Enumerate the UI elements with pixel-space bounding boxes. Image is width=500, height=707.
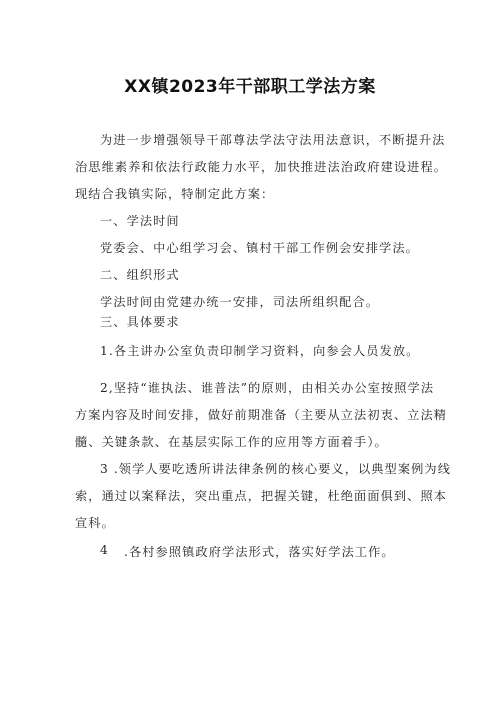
requirement-4-text: .各村参照镇政府学法形式，落实好学法工作。 bbox=[124, 545, 395, 559]
requirement-4-number: 4 bbox=[100, 543, 109, 557]
section-heading-form: 二、组织形式 bbox=[100, 268, 180, 282]
document-title: XX镇2023年干部职工学法方案 bbox=[124, 77, 376, 97]
requirement-3-line-2: 索，通过以案释法，突出重点，把握关键，杜绝面面俱到、照本 bbox=[75, 489, 448, 503]
section-heading-time: 一、学法时间 bbox=[100, 214, 180, 228]
intro-line-2: 治思维素养和依法行政能力水平，加快推进法治政府建设进程。 bbox=[75, 160, 448, 174]
requirement-3-line-3: 宣科。 bbox=[75, 516, 115, 530]
section-heading-requirements: 三、具体要求 bbox=[100, 315, 180, 329]
intro-line-1: 为进一步增强领导干部尊法学法守法用法意识，不断提升法 bbox=[100, 133, 446, 147]
requirement-2-line-1: 2,坚持“谁执法、谁普法”的原则，由相关办公室按照学法 bbox=[100, 381, 435, 395]
intro-line-3: 现结合我镇实际，特制定此方案： bbox=[75, 187, 275, 201]
requirement-1: 1.各主讲办公室负责印制学习资料，向参会人员发放。 bbox=[100, 344, 420, 358]
requirement-3-line-1: 3 .领学人要吃透所讲法律条例的核心要义，以典型案例为线 bbox=[100, 462, 451, 476]
section-text-time: 党委会、中心组学习会、镇村干部工作例会安排学法。 bbox=[100, 241, 419, 255]
requirement-2-line-2: 方案内容及时间安排，做好前期准备（主要从立法初衷、立法精 bbox=[75, 408, 448, 422]
requirement-2-line-3: 髓、关键条款、在基层实际工作的应用等方面着手）。 bbox=[75, 435, 388, 449]
section-text-form: 学法时间由党建办统一安排，司法所组织配合。 bbox=[100, 295, 380, 309]
